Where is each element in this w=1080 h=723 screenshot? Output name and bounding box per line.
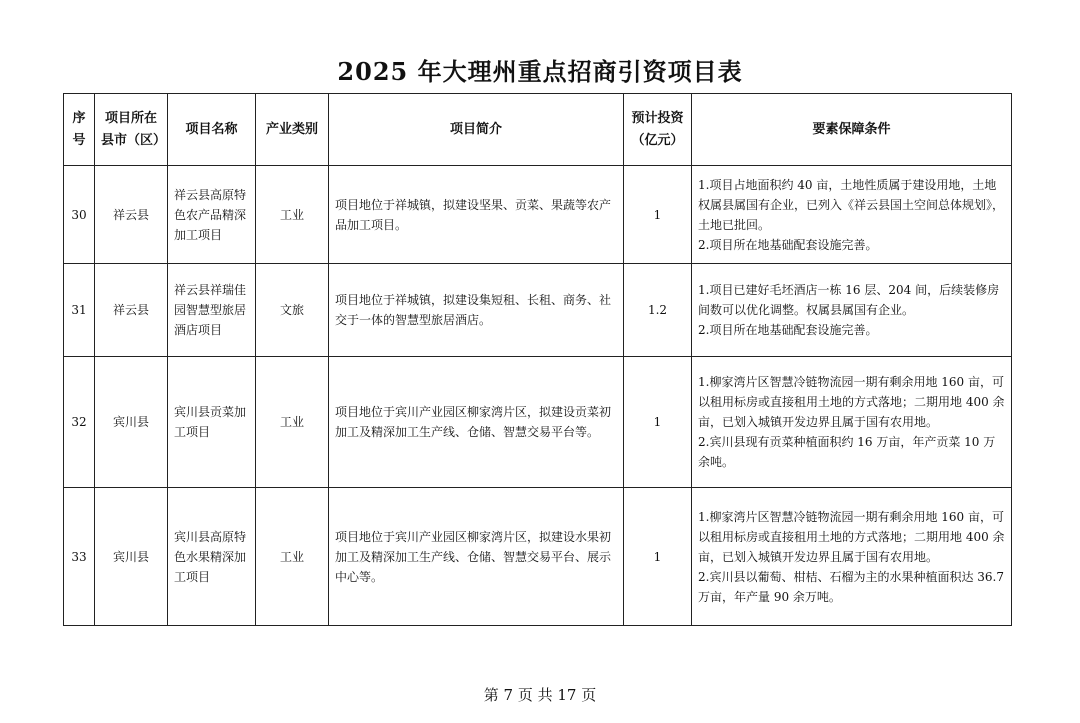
cell-intro: 项目地位于祥城镇，拟建设集短租、长租、商务、社交于一体的智慧型旅居酒店。 (329, 264, 624, 357)
page-number: 第 7 页 共 17 页 (483, 686, 597, 704)
table-row (64, 166, 1012, 264)
cell-county: 宾川县 (95, 357, 168, 488)
cell-requirements (692, 264, 1012, 357)
requirement-item: 1.项目已建好毛坯酒店一栋 16 层、204 间，后续装修房间数可以优化调整。权属县属国有企业。 (698, 283, 1000, 317)
cell-county: 宾川县 (95, 488, 168, 626)
cell-intro: 项目地位于宾川产业园区柳家湾片区，拟建设贡菜初加工及精深加工生产线、仓储、智慧交易平台等。 (329, 357, 624, 488)
table-header-row (64, 94, 1012, 166)
table-row (64, 488, 1012, 626)
cell-investment: 1.2 (624, 264, 692, 357)
header-industry: 产业类别 (256, 94, 329, 166)
requirement-item: 2.项目所在地基础配套设施完善。 (698, 323, 878, 337)
document-title: 2025 年大理州重点招商引资项目表 (337, 57, 743, 86)
header-investment: 预计投资（亿元） (624, 94, 692, 166)
cell-no: 32 (64, 357, 95, 488)
table-row (64, 357, 1012, 488)
cell-project-name: 祥云县高原特色农产品精深加工项目 (168, 166, 256, 264)
cell-no: 30 (64, 166, 95, 264)
cell-intro: 项目地位于祥城镇，拟建设坚果、贡菜、果蔬等农产品加工项目。 (329, 166, 624, 264)
cell-project-name: 宾川县高原特色水果精深加工项目 (168, 488, 256, 626)
cell-county: 祥云县 (95, 166, 168, 264)
cell-investment: 1 (624, 357, 692, 488)
requirement-item: 1.柳家湾片区智慧冷链物流园一期有剩余用地 160 亩，可以租用标房或直接租用土地的方式落地；二期用地 400 余亩，已划入城镇开发边界且属于国有农用地。 (698, 375, 1005, 429)
cell-investment: 1 (624, 166, 692, 264)
requirement-item: 1.项目占地面积约 40 亩，土地性质属于建设用地，土地权属县属国有企业，已列入《祥云县国土空间总体规划》，土地已批回。 (698, 177, 1005, 232)
cell-investment: 1 (624, 488, 692, 626)
requirement-item: 2.宾川县现有贡菜种植面积约 16 万亩，年产贡菜 10 万余吨。 (698, 435, 996, 469)
header-county: 项目所在县市（区） (95, 94, 168, 166)
cell-industry: 工业 (256, 166, 329, 264)
cell-project-name: 宾川县贡菜加工项目 (168, 357, 256, 488)
cell-requirements (692, 488, 1012, 626)
cell-project-name: 祥云县祥瑞佳园智慧型旅居酒店项目 (168, 264, 256, 357)
header-no: 序号 (64, 94, 95, 166)
cell-industry: 工业 (256, 357, 329, 488)
table-row (64, 264, 1012, 357)
cell-industry: 工业 (256, 488, 329, 626)
cell-requirements (692, 357, 1012, 488)
projects-table (63, 93, 1012, 626)
cell-county: 祥云县 (95, 264, 168, 357)
cell-intro: 项目地位于宾川产业园区柳家湾片区，拟建设水果初加工及精深加工生产线、仓储、智慧交易平台、展示中心等。 (329, 488, 624, 626)
requirement-item: 1.柳家湾片区智慧冷链物流园一期有剩余用地 160 亩，可以租用标房或直接租用土地的方式落地；二期用地 400 余亩，已划入城镇开发边界且属于国有农用地。 (698, 509, 1005, 564)
requirement-item: 2.宾川县以葡萄、柑桔、石榴为主的水果种植面积达 36.7 万亩，年产量 90 余万吨。 (698, 569, 1004, 604)
header-intro: 项目简介 (329, 94, 624, 166)
cell-no: 31 (64, 264, 95, 357)
cell-industry: 文旅 (256, 264, 329, 357)
cell-requirements (692, 166, 1012, 264)
cell-no: 33 (64, 488, 95, 626)
header-requirements: 要素保障条件 (692, 94, 1012, 166)
header-name: 项目名称 (168, 94, 256, 166)
requirement-item: 2.项目所在地基础配套设施完善。 (698, 237, 878, 252)
